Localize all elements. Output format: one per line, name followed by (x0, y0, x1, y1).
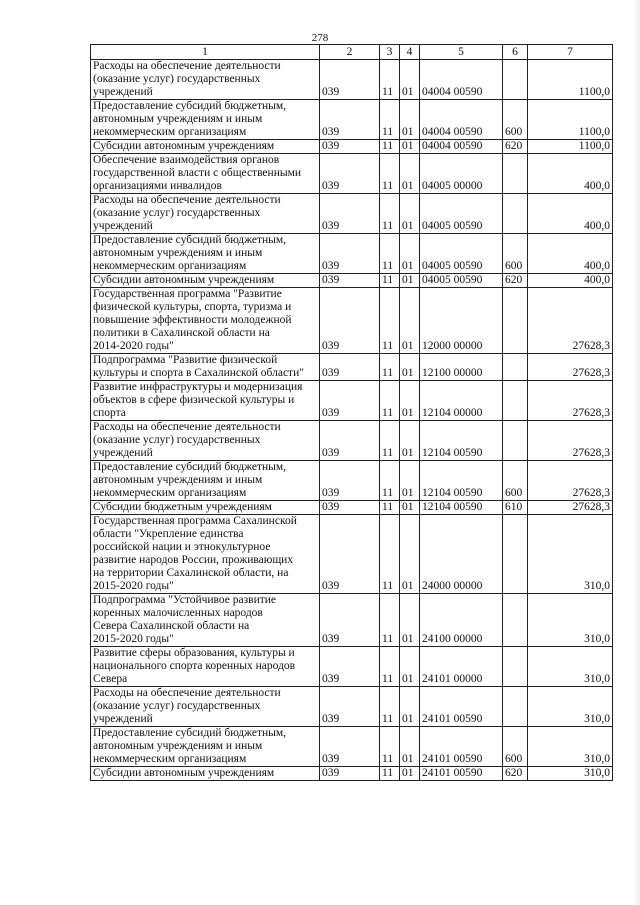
expense-type-cell (503, 381, 528, 421)
expense-type-cell (503, 194, 528, 234)
expense-name-line: учреждений (93, 220, 153, 232)
expense-name-line: некоммерческим организациям (93, 260, 247, 272)
amount-cell: 310,0 (528, 515, 613, 594)
subsection-code-cell: 01 (400, 154, 420, 194)
section-code-cell: 11 (380, 594, 400, 647)
scan-edge (632, 0, 640, 905)
ministry-code-cell: 039 (320, 60, 380, 100)
expense-name-line: повышение эффективности молодежной (93, 314, 292, 326)
ministry-code-cell: 039 (320, 647, 380, 687)
expense-name-line: спорта (93, 407, 126, 419)
expense-type-cell (503, 421, 528, 461)
amount-cell: 400,0 (528, 234, 613, 274)
table-row (91, 767, 613, 781)
expense-name-cell (91, 501, 320, 515)
expense-name-line: Предоставление субсидий бюджетным, (93, 461, 287, 473)
table-row (91, 234, 613, 274)
expense-name-cell (91, 515, 320, 594)
ministry-code-cell: 039 (320, 501, 380, 515)
ministry-code-cell: 039 (320, 594, 380, 647)
amount-cell: 1100,0 (528, 140, 613, 154)
target-item-cell: 04005 00000 (420, 154, 503, 194)
expense-name-line: коренных малочисленных народов (93, 607, 263, 619)
expense-name-line: российской нации и этнокультурное (93, 541, 271, 553)
target-item-cell: 24000 00000 (420, 515, 503, 594)
section-code-cell: 11 (380, 194, 400, 234)
expense-name-line: Государственная программа Сахалинской (93, 515, 297, 527)
header-row (91, 45, 613, 60)
subsection-code-cell: 01 (400, 274, 420, 288)
expense-type-cell (503, 687, 528, 727)
expense-name-line: учреждений (93, 86, 153, 98)
expense-name-line: (оказание услуг) государственных (93, 434, 261, 446)
expense-name-line: (оказание услуг) государственных (93, 700, 261, 712)
amount-cell: 1100,0 (528, 60, 613, 100)
ministry-code-cell: 039 (320, 274, 380, 288)
subsection-code-cell: 01 (400, 687, 420, 727)
expense-type-cell: 620 (503, 767, 528, 781)
expense-name-line: организациями инвалидов (93, 180, 222, 192)
column-header: 2 (320, 45, 380, 60)
expense-type-cell (503, 354, 528, 381)
target-item-cell: 24101 00590 (420, 687, 503, 727)
expense-name-line: автономным учреждениям и иным (93, 247, 263, 259)
subsection-code-cell: 01 (400, 194, 420, 234)
table-row (91, 421, 613, 461)
expense-name-cell (91, 288, 320, 354)
column-header: 7 (528, 45, 613, 60)
amount-cell: 400,0 (528, 194, 613, 234)
amount-cell: 400,0 (528, 154, 613, 194)
expense-name-line: Предоставление субсидий бюджетным, (93, 100, 287, 112)
expense-type-cell: 600 (503, 234, 528, 274)
expense-name-cell (91, 594, 320, 647)
expense-name-cell (91, 727, 320, 767)
page-number: 278 (311, 32, 329, 44)
expense-name-cell (91, 381, 320, 421)
expense-type-cell (503, 594, 528, 647)
expense-name-line: Субсидии автономным учреждениям (93, 274, 275, 286)
expense-name-line: Расходы на обеспечение деятельности (93, 194, 281, 206)
section-code-cell: 11 (380, 154, 400, 194)
target-item-cell: 24101 00590 (420, 767, 503, 781)
expense-name-cell (91, 421, 320, 461)
expense-name-cell (91, 234, 320, 274)
target-item-cell: 12104 00590 (420, 421, 503, 461)
expense-name-line: автономным учреждениям и иным (93, 113, 263, 125)
section-code-cell: 11 (380, 381, 400, 421)
table-row (91, 60, 613, 100)
expense-name-line: некоммерческим организациям (93, 753, 247, 765)
subsection-code-cell: 01 (400, 515, 420, 594)
expense-type-cell (503, 647, 528, 687)
ministry-code-cell: 039 (320, 234, 380, 274)
ministry-code-cell: 039 (320, 461, 380, 501)
table-row (91, 594, 613, 647)
table-row (91, 354, 613, 381)
section-code-cell: 11 (380, 501, 400, 515)
ministry-code-cell: 039 (320, 767, 380, 781)
table-body (91, 60, 613, 781)
ministry-code-cell: 039 (320, 194, 380, 234)
expense-name-line: области "Укрепление единства (93, 528, 244, 540)
table-row (91, 687, 613, 727)
target-item-cell: 12100 00000 (420, 354, 503, 381)
section-code-cell: 11 (380, 274, 400, 288)
expense-type-cell: 610 (503, 501, 528, 515)
expense-name-line: некоммерческим организациям (93, 126, 247, 138)
expense-name-line: Развитие инфраструктуры и модернизация (93, 381, 303, 393)
table-row (91, 501, 613, 515)
expense-name-line: 2015-2020 годы" (93, 633, 174, 645)
section-code-cell: 11 (380, 461, 400, 501)
subsection-code-cell: 01 (400, 767, 420, 781)
subsection-code-cell: 01 (400, 501, 420, 515)
expense-name-line: Расходы на обеспечение деятельности (93, 687, 281, 699)
amount-cell: 27628,3 (528, 288, 613, 354)
column-header: 6 (503, 45, 528, 60)
expense-name-line: государственной власти с общественными (93, 167, 302, 179)
column-header: 4 (400, 45, 420, 60)
amount-cell: 1100,0 (528, 100, 613, 140)
amount-cell: 27628,3 (528, 381, 613, 421)
section-code-cell: 11 (380, 727, 400, 767)
table-row (91, 288, 613, 354)
ministry-code-cell: 039 (320, 100, 380, 140)
amount-cell: 310,0 (528, 767, 613, 781)
section-code-cell: 11 (380, 100, 400, 140)
expense-name-line: национального спорта коренных народов (93, 660, 296, 672)
target-item-cell: 04004 00590 (420, 60, 503, 100)
expense-type-cell (503, 154, 528, 194)
amount-cell: 27628,3 (528, 354, 613, 381)
subsection-code-cell: 01 (400, 288, 420, 354)
ministry-code-cell: 039 (320, 354, 380, 381)
table-row (91, 100, 613, 140)
expense-name-cell (91, 194, 320, 234)
expense-type-cell (503, 515, 528, 594)
expense-name-line: (оказание услуг) государственных (93, 73, 261, 85)
section-code-cell: 11 (380, 140, 400, 154)
expense-name-cell (91, 274, 320, 288)
table-row (91, 274, 613, 288)
expense-name-line: Расходы на обеспечение деятельности (93, 421, 281, 433)
expense-name-cell (91, 140, 320, 154)
amount-cell: 310,0 (528, 727, 613, 767)
expense-name-cell (91, 647, 320, 687)
target-item-cell: 04004 00590 (420, 140, 503, 154)
table-row (91, 154, 613, 194)
amount-cell: 27628,3 (528, 421, 613, 461)
amount-cell: 310,0 (528, 647, 613, 687)
target-item-cell: 24100 00000 (420, 594, 503, 647)
expense-name-cell (91, 154, 320, 194)
expense-name-line: Субсидии автономным учреждениям (93, 767, 275, 779)
expense-name-cell (91, 687, 320, 727)
expense-name-line: (оказание услуг) государственных (93, 207, 261, 219)
column-header: 3 (380, 45, 400, 60)
expense-name-line: объектов в сфере физической культуры и (93, 394, 295, 406)
expense-name-line: культуры и спорта в Сахалинской области" (93, 367, 304, 379)
subsection-code-cell: 01 (400, 461, 420, 501)
subsection-code-cell: 01 (400, 234, 420, 274)
section-code-cell: 11 (380, 687, 400, 727)
table-row (91, 194, 613, 234)
table-row (91, 140, 613, 154)
expense-name-line: 2015-2020 годы" (93, 580, 174, 592)
target-item-cell: 04005 00590 (420, 274, 503, 288)
section-code-cell: 11 (380, 354, 400, 381)
target-item-cell: 24101 00000 (420, 647, 503, 687)
amount-cell: 400,0 (528, 274, 613, 288)
target-item-cell: 04005 00590 (420, 234, 503, 274)
expense-type-cell: 620 (503, 140, 528, 154)
table-row (91, 647, 613, 687)
target-item-cell: 12104 00590 (420, 501, 503, 515)
subsection-code-cell: 01 (400, 421, 420, 461)
ministry-code-cell: 039 (320, 727, 380, 767)
expense-type-cell: 600 (503, 727, 528, 767)
subsection-code-cell: 01 (400, 594, 420, 647)
section-code-cell: 11 (380, 515, 400, 594)
expense-name-line: физической культуры, спорта, туризма и (93, 301, 292, 313)
expense-name-line: Развитие сферы образования, культуры и (93, 647, 295, 659)
expense-name-line: Севера Сахалинской области на (93, 620, 250, 632)
expense-name-line: Предоставление субсидий бюджетным, (93, 727, 287, 739)
expense-type-cell: 600 (503, 461, 528, 501)
table-row (91, 515, 613, 594)
table-row (91, 461, 613, 501)
expense-name-line: Государственная программа "Развитие (93, 288, 282, 300)
section-code-cell: 11 (380, 234, 400, 274)
expense-name-line: 2014-2020 годы" (93, 340, 174, 352)
target-item-cell: 04004 00590 (420, 100, 503, 140)
amount-cell: 310,0 (528, 687, 613, 727)
expense-name-line: Субсидии автономным учреждениям (93, 140, 275, 152)
subsection-code-cell: 01 (400, 60, 420, 100)
expense-name-line: учреждений (93, 713, 153, 725)
expense-name-cell (91, 461, 320, 501)
subsection-code-cell: 01 (400, 647, 420, 687)
ministry-code-cell: 039 (320, 687, 380, 727)
subsection-code-cell: 01 (400, 354, 420, 381)
ministry-code-cell: 039 (320, 381, 380, 421)
expense-name-cell (91, 354, 320, 381)
expense-name-line: на территории Сахалинской области, на (93, 567, 289, 579)
amount-cell: 27628,3 (528, 461, 613, 501)
expense-type-cell: 600 (503, 100, 528, 140)
expense-name-line: Подпрограмма "Устойчивое развитие (93, 594, 277, 606)
amount-cell: 27628,3 (528, 501, 613, 515)
table-row (91, 381, 613, 421)
target-item-cell: 12000 00000 (420, 288, 503, 354)
expense-type-cell: 620 (503, 274, 528, 288)
expense-name-line: Субсидии бюджетным учреждениям (93, 501, 272, 513)
target-item-cell: 24101 00590 (420, 727, 503, 767)
expense-type-cell (503, 60, 528, 100)
expense-name-line: Севера (93, 673, 128, 685)
target-item-cell: 04005 00590 (420, 194, 503, 234)
section-code-cell: 11 (380, 60, 400, 100)
section-code-cell: 11 (380, 767, 400, 781)
expense-name-cell (91, 60, 320, 100)
table-row (91, 727, 613, 767)
expense-name-line: некоммерческим организациям (93, 487, 247, 499)
expense-name-line: развитие народов России, проживающих (93, 554, 294, 566)
expense-name-line: автономным учреждениям и иным (93, 740, 263, 752)
ministry-code-cell: 039 (320, 515, 380, 594)
budget-table (90, 44, 613, 781)
expense-name-line: Обеспечение взаимодействия органов (93, 154, 280, 166)
expense-name-line: Предоставление субсидий бюджетным, (93, 234, 287, 246)
section-code-cell: 11 (380, 647, 400, 687)
subsection-code-cell: 01 (400, 140, 420, 154)
expense-name-line: автономным учреждениям и иным (93, 474, 263, 486)
amount-cell: 310,0 (528, 594, 613, 647)
ministry-code-cell: 039 (320, 140, 380, 154)
column-header: 1 (91, 45, 320, 60)
ministry-code-cell: 039 (320, 288, 380, 354)
subsection-code-cell: 01 (400, 727, 420, 767)
target-item-cell: 12104 00000 (420, 381, 503, 421)
subsection-code-cell: 01 (400, 381, 420, 421)
ministry-code-cell: 039 (320, 421, 380, 461)
column-header: 5 (420, 45, 503, 60)
expense-name-cell (91, 767, 320, 781)
expense-name-line: политики в Сахалинской области на (93, 327, 270, 339)
subsection-code-cell: 01 (400, 100, 420, 140)
expense-name-line: Подпрограмма "Развитие физической (93, 354, 278, 366)
section-code-cell: 11 (380, 421, 400, 461)
expense-type-cell (503, 288, 528, 354)
expense-name-line: Расходы на обеспечение деятельности (93, 60, 281, 72)
section-code-cell: 11 (380, 288, 400, 354)
expense-name-line: учреждений (93, 447, 153, 459)
expense-name-cell (91, 100, 320, 140)
ministry-code-cell: 039 (320, 154, 380, 194)
target-item-cell: 12104 00590 (420, 461, 503, 501)
